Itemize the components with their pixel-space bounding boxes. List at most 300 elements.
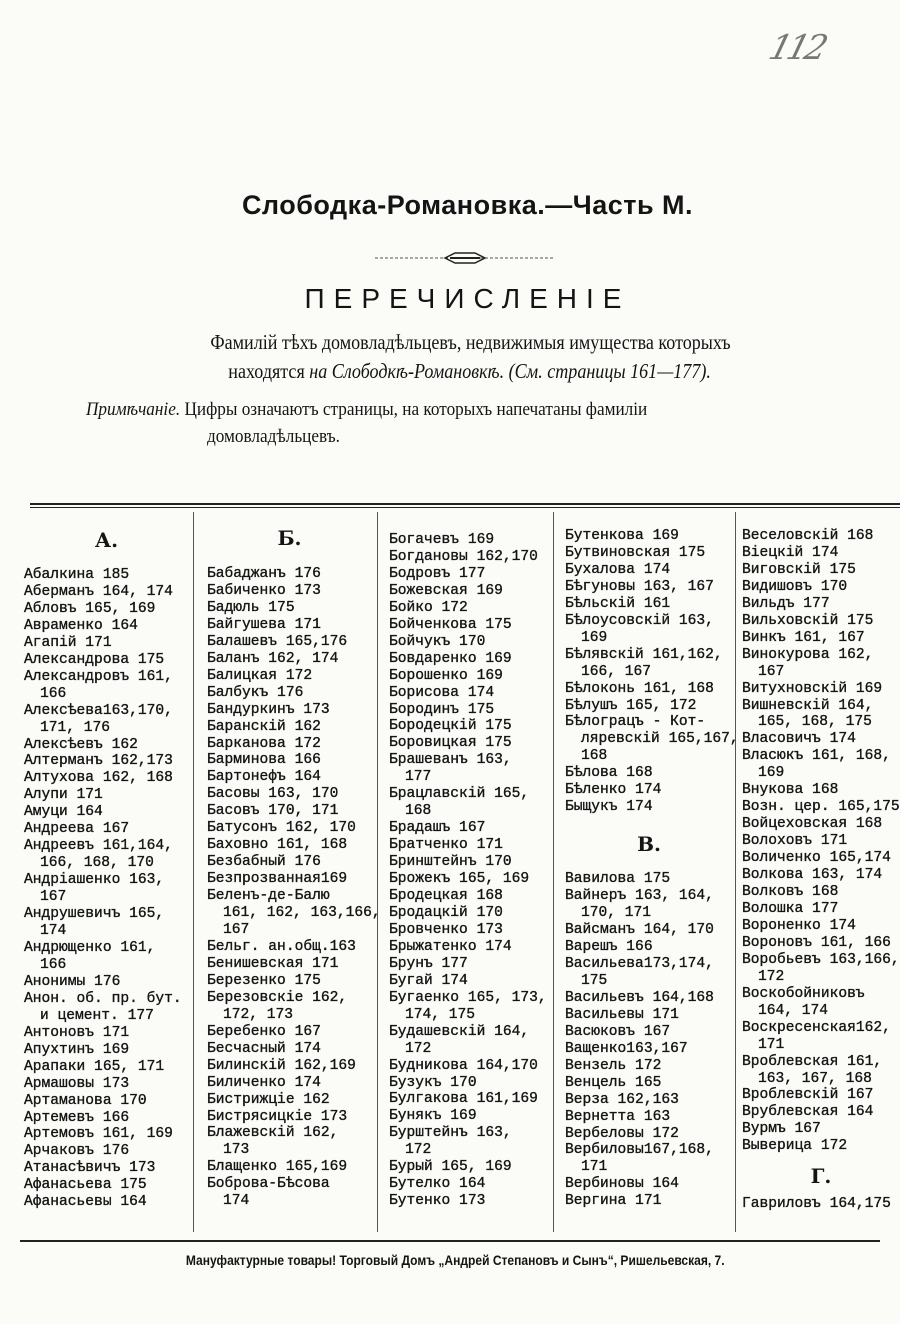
- entry-name-pages: Бовдаренко 169: [389, 650, 512, 667]
- entry-name-pages: Будашевскій 164,: [389, 1023, 530, 1040]
- entry-name-pages: Віецкій 174: [742, 544, 839, 561]
- index-entry: [742, 630, 900, 647]
- entry-name-pages: Бойчукъ 170: [389, 633, 486, 650]
- entry-name-pages: Богачевъ 169: [389, 532, 495, 548]
- advertisement-footer: [0, 1252, 900, 1268]
- index-entry: [24, 770, 189, 787]
- entry-name-pages: Веселовскій 168: [742, 528, 874, 544]
- index-entry: [742, 799, 900, 816]
- index-entry: [742, 562, 900, 579]
- column-divider: [193, 512, 194, 1232]
- entry-name-pages: Брожекъ 165, 169: [389, 871, 530, 888]
- entry-name-pages: Блажевскій 162,: [207, 1125, 339, 1142]
- index-entry: [565, 1024, 733, 1041]
- index-entry: [24, 872, 189, 906]
- index-entry: [742, 647, 900, 681]
- entry-name-pages: Беленъ-де-Балю: [207, 888, 330, 905]
- entry-name-pages: Бузукъ 170: [389, 1074, 477, 1091]
- index-entry: [207, 871, 372, 888]
- index-entry: [24, 1093, 189, 1110]
- index-entry: [565, 956, 733, 990]
- entry-name-pages: Вороненко 174: [742, 917, 856, 934]
- entry-name-pages: Березенко 175: [207, 972, 321, 989]
- index-entry: [389, 651, 549, 668]
- entry-name-pages: Вороновъ 161, 166: [742, 934, 891, 951]
- entry-name-pages: Вроблевская 161,: [742, 1053, 883, 1070]
- entry-continuation: 174: [40, 923, 67, 940]
- index-entry: [389, 1176, 549, 1193]
- index-entry: [742, 935, 900, 952]
- index-entry: [742, 1054, 900, 1088]
- index-entry: [24, 1126, 189, 1143]
- entry-name-pages: Александровъ 161,: [24, 668, 173, 685]
- entry-continuation: 171, 176: [40, 719, 111, 736]
- column-divider: [735, 512, 736, 1232]
- entry-name-pages: Братченко 171: [389, 837, 503, 854]
- entry-name-pages: Алексѣевъ 162: [24, 736, 138, 753]
- index-entry: [207, 719, 372, 736]
- entry-name-pages: Анонимы 176: [24, 973, 121, 990]
- entry-name-pages: Борошенко 169: [389, 667, 503, 684]
- index-entry: [742, 731, 900, 748]
- index-entry: [24, 787, 189, 804]
- entry-name-pages: Бесчасный 174: [207, 1040, 321, 1057]
- entry-name-pages: Бѣлоусовскій 163,: [565, 612, 714, 629]
- note-label: Примѣчаніе.: [86, 400, 181, 420]
- index-entry: [24, 1076, 189, 1093]
- entry-name-pages: Бѣлова 168: [565, 765, 653, 782]
- letter-heading: А.: [94, 528, 119, 552]
- entry-continuation: 166, 168, 170: [40, 855, 154, 872]
- entry-name-pages: Бухалова 174: [565, 561, 671, 578]
- entry-name-pages: Артемевъ 166: [24, 1109, 130, 1126]
- index-entry: [565, 922, 733, 939]
- index-entry: [742, 579, 900, 596]
- entry-name-pages: Воличенко 165,174: [742, 850, 891, 867]
- entry-name-pages: Вербиловы167,168,: [565, 1142, 714, 1159]
- entry-name-pages: Афанасьевы 164: [24, 1194, 147, 1211]
- entry-name-pages: Бѣльскій 161: [565, 595, 671, 612]
- footer-text: Мануфактурные товары! Торговый Домъ „Андрей Степановъ и Сынъ“, Ришельевская, 7.: [185, 1252, 725, 1268]
- entry-name-pages: Басовъ 170, 171: [207, 803, 339, 820]
- note-line-2: домовладѣльцевъ.: [207, 427, 340, 447]
- entry-continuation: 171: [758, 1036, 785, 1053]
- entry-name-pages: Артаманова 170: [24, 1092, 147, 1109]
- entry-name-pages: Витухновскій 169: [742, 680, 883, 697]
- entry-name-pages: Вайсманъ 164, 170: [565, 922, 714, 939]
- entry-name-pages: Барканова 172: [207, 735, 321, 752]
- index-entry: [742, 698, 900, 732]
- index-entry: [565, 681, 733, 698]
- entry-name-pages: Бородецкій 175: [389, 718, 512, 735]
- index-entry: [389, 939, 549, 956]
- index-entry: [207, 990, 372, 1024]
- entry-continuation: 177: [405, 769, 432, 786]
- index-entry: [742, 918, 900, 935]
- subtitle-line-2: [0, 359, 900, 384]
- entry-name-pages: Анон. об. пр. бут.: [24, 990, 182, 1007]
- index-entry: [565, 1007, 733, 1024]
- index-entry: [389, 532, 549, 549]
- entry-name-pages: Арчаковъ 176: [24, 1143, 130, 1160]
- entry-name-pages: Винокурова 162,: [742, 646, 874, 663]
- index-entry: [742, 1020, 900, 1054]
- entry-continuation: 170, 171: [581, 905, 652, 922]
- index-entry: [389, 1108, 549, 1125]
- index-entry: [389, 888, 549, 905]
- entry-name-pages: Блащенко 165,169: [207, 1159, 348, 1176]
- index-entry: [389, 871, 549, 888]
- entry-name-pages: Авраменко 164: [24, 617, 138, 634]
- index-entry: [207, 752, 372, 769]
- index-entry: [389, 786, 549, 820]
- entry-name-pages: Бродецкая 168: [389, 888, 503, 905]
- index-entry: [389, 1024, 549, 1058]
- index-entry: [742, 681, 900, 698]
- index-entry: [389, 718, 549, 735]
- index-entry: [565, 647, 733, 681]
- index-entry: [24, 821, 189, 838]
- index-entry: [207, 1075, 372, 1092]
- entry-name-pages: Брашеванъ 163,: [389, 752, 512, 769]
- index-entry: [389, 735, 549, 752]
- entry-name-pages: Бѣлоконь 161, 168: [565, 680, 714, 697]
- index-entry: [389, 1193, 549, 1210]
- subtitle-italic: на Слободкѣ-Романовкѣ. (См. страницы 161—177).: [309, 359, 712, 383]
- index-entry: [24, 1177, 189, 1194]
- entry-name-pages: Бистрясицкіе 173: [207, 1108, 348, 1125]
- subtitle-text: Фамилій тѣхъ домовладѣльцевъ, недвижимыя имущества которыхъ: [209, 330, 731, 354]
- entry-name-pages: Волоховъ 171: [742, 833, 848, 850]
- entry-name-pages: Боровицкая 175: [389, 735, 512, 752]
- index-entry: [389, 668, 549, 685]
- entry-name-pages: Вергина 171: [565, 1193, 662, 1210]
- letter-heading: Б.: [277, 526, 302, 550]
- index-entry: [742, 1104, 900, 1121]
- entry-name-pages: Васильева173,174,: [565, 955, 714, 972]
- note-line-1: [86, 400, 647, 421]
- index-entry: [207, 583, 372, 600]
- index-entry: [565, 1176, 733, 1193]
- index-entry: [24, 1059, 189, 1076]
- index-entry: [565, 1075, 733, 1092]
- entry-continuation: 173: [223, 1142, 250, 1159]
- column-divider: [553, 512, 554, 1232]
- subtitle-line-1: [0, 330, 900, 355]
- entry-name-pages: Бѣлявскій 161,162,: [565, 646, 723, 663]
- index-entry: [24, 804, 189, 821]
- index-entry: [742, 833, 900, 850]
- entry-continuation: 167: [223, 922, 250, 939]
- index-entry: [24, 737, 189, 754]
- index-entry: [389, 600, 549, 617]
- index-entry: [565, 782, 733, 799]
- index-entry: [24, 635, 189, 652]
- entry-name-pages: Бартонефъ 164: [207, 769, 321, 786]
- index-entry: [742, 748, 900, 782]
- bottom-rule: [20, 1240, 880, 1242]
- entry-name-pages: Волошка 177: [742, 900, 839, 917]
- entry-name-pages: Вишневскій 164,: [742, 697, 874, 714]
- entry-continuation: 161, 162, 163,166,: [223, 905, 381, 922]
- entry-continuation: 169: [581, 629, 608, 646]
- index-entry: [207, 600, 372, 617]
- entry-continuation: 166: [40, 956, 67, 973]
- index-entry: [24, 940, 189, 974]
- entry-name-pages: Алтерманъ 162,173: [24, 753, 173, 770]
- entry-name-pages: Выверица 172: [742, 1138, 848, 1155]
- index-entry: [742, 545, 900, 562]
- index-entry: [742, 1196, 900, 1213]
- top-rule: [30, 503, 900, 505]
- index-entry: [565, 579, 733, 596]
- entry-name-pages: Волковъ 168: [742, 884, 839, 901]
- entry-name-pages: Антоновъ 171: [24, 1024, 130, 1041]
- index-entry: [389, 1075, 549, 1092]
- entry-name-pages: Арапаки 165, 171: [24, 1058, 165, 1075]
- entry-name-pages: Бутенкова 169: [565, 528, 679, 544]
- index-entry: [742, 867, 900, 884]
- index-entry: [565, 596, 733, 613]
- index-entry: [742, 901, 900, 918]
- entry-name-pages: Баланъ 162, 174: [207, 650, 339, 667]
- entry-name-pages: Вензель 172: [565, 1057, 662, 1074]
- entry-name-pages: Алтухова 162, 168: [24, 770, 173, 787]
- entry-name-pages: Вернетта 163: [565, 1108, 671, 1125]
- index-entry: [389, 1125, 549, 1159]
- entry-name-pages: Бадюль 175: [207, 599, 295, 616]
- index-entry: [565, 888, 733, 922]
- note-text: Цифры означаютъ страницы, на которыхъ напечатаны фамиліи: [180, 400, 648, 420]
- entry-name-pages: Армашовы 173: [24, 1075, 130, 1092]
- index-entry: [24, 991, 189, 1025]
- index-entry: [565, 1109, 733, 1126]
- entry-name-pages: Бельг. ан.общ.163: [207, 938, 356, 955]
- index-entry: [742, 850, 900, 867]
- index-entry: [565, 939, 733, 956]
- index-column: [742, 528, 900, 1213]
- entry-name-pages: Брацлавскій 165,: [389, 786, 530, 803]
- index-entry: [207, 973, 372, 990]
- index-entry: [565, 799, 733, 816]
- section-heading: ПЕРЕЧИСЛЕНІЕ: [304, 283, 631, 314]
- entry-name-pages: Березовскіе 162,: [207, 989, 348, 1006]
- entry-name-pages: Бугаенко 165, 173,: [389, 989, 547, 1006]
- entry-name-pages: Бунякъ 169: [389, 1108, 477, 1125]
- entry-name-pages: Вильховскій 175: [742, 612, 874, 629]
- index-entry: [24, 753, 189, 770]
- index-entry: [207, 803, 372, 820]
- entry-name-pages: Бистрижціе 162: [207, 1091, 330, 1108]
- entry-name-pages: Безбабный 176: [207, 854, 321, 871]
- entry-name-pages: Агапій 171: [24, 634, 112, 651]
- entry-name-pages: Гавриловъ 164,175: [742, 1196, 891, 1213]
- entry-continuation: 165, 168, 175: [758, 714, 872, 731]
- entry-continuation: 166: [40, 685, 67, 702]
- entry-name-pages: Амуци 164: [24, 804, 103, 821]
- entry-name-pages: Андреевъ 161,164,: [24, 838, 173, 855]
- entry-name-pages: Баховно 161, 168: [207, 837, 348, 854]
- handwritten-page-number: 112: [764, 28, 829, 68]
- entry-name-pages: Виговскій 175: [742, 561, 856, 578]
- entry-continuation: 175: [581, 972, 608, 989]
- entry-name-pages: Быщукъ 174: [565, 799, 653, 816]
- entry-name-pages: Андрушевичъ 165,: [24, 906, 165, 923]
- index-entry: [389, 854, 549, 871]
- entry-continuation: 169: [758, 765, 785, 782]
- index-entry: [565, 990, 733, 1007]
- index-entry: [24, 838, 189, 872]
- entry-name-pages: Барминова 166: [207, 752, 321, 769]
- index-entry: [207, 1024, 372, 1041]
- entry-name-pages: Бенишевская 171: [207, 955, 339, 972]
- index-entry: [389, 702, 549, 719]
- index-entry: [389, 973, 549, 990]
- entry-name-pages: Васильевъ 164,168: [565, 989, 714, 1006]
- entry-name-pages: Беребенко 167: [207, 1023, 321, 1040]
- entry-continuation: 172: [405, 1040, 432, 1057]
- index-entry: [389, 820, 549, 837]
- entry-name-pages: Апухтинъ 169: [24, 1041, 130, 1058]
- entry-name-pages: Бородинъ 175: [389, 701, 495, 718]
- entry-name-pages: Бѣгуновы 163, 167: [565, 578, 714, 595]
- letter-heading: В.: [637, 832, 661, 857]
- entry-name-pages: Бутенко 173: [389, 1193, 486, 1210]
- letter-heading: Г.: [810, 1164, 832, 1189]
- entry-name-pages: Воробьевъ 163,166,: [742, 951, 900, 968]
- entry-name-pages: Бродацкій 170: [389, 904, 503, 921]
- entry-name-pages: Возн. цер. 165,175: [742, 799, 900, 816]
- index-entry: [207, 685, 372, 702]
- entry-name-pages: Вроблевскій 167: [742, 1087, 874, 1104]
- entry-continuation: 167: [40, 889, 67, 906]
- index-entry: [24, 1194, 189, 1211]
- entry-name-pages: Власюкъ 161, 168,: [742, 748, 891, 765]
- entry-name-pages: Внукова 168: [742, 782, 839, 799]
- index-column: [207, 526, 381, 1210]
- index-entry: [207, 634, 372, 651]
- entry-continuation: 174: [223, 1193, 250, 1210]
- entry-name-pages: Венцель 165: [565, 1074, 662, 1091]
- index-entry: [742, 1121, 900, 1138]
- entry-continuation: 168: [581, 748, 608, 765]
- index-entry: [24, 669, 189, 703]
- entry-name-pages: Андріашенко 163,: [24, 872, 165, 889]
- entry-name-pages: Атанасѣвичъ 173: [24, 1160, 156, 1177]
- entry-name-pages: Винкъ 161, 167: [742, 629, 865, 646]
- subtitle-plain: находятся: [228, 359, 310, 383]
- entry-name-pages: Булгакова 161,169: [389, 1091, 538, 1108]
- entry-name-pages: Вербеловы 172: [565, 1125, 679, 1142]
- entry-name-pages: Власовичъ 174: [742, 731, 856, 748]
- index-entry: [207, 820, 372, 837]
- entry-continuation: и цемент. 177: [40, 1007, 154, 1024]
- entry-name-pages: Билинскій 162,169: [207, 1057, 356, 1074]
- column-divider: [377, 512, 378, 1232]
- entry-name-pages: Божевская 169: [389, 582, 503, 599]
- entry-name-pages: Андреева 167: [24, 821, 130, 838]
- entry-name-pages: Безпрозванная169: [207, 871, 348, 888]
- index-entry: [207, 668, 372, 685]
- index-entry: [24, 1042, 189, 1059]
- entry-name-pages: Бринштейнъ 170: [389, 854, 512, 871]
- entry-continuation: 174, 175: [405, 1006, 476, 1023]
- entry-name-pages: Бурый 165, 169: [389, 1159, 512, 1176]
- index-entry: [24, 601, 189, 618]
- entry-name-pages: Бѣленко 174: [565, 782, 662, 799]
- entry-continuation: 167: [758, 663, 785, 680]
- index-entry: [24, 1025, 189, 1042]
- index-entry: [24, 584, 189, 601]
- index-entry: [24, 618, 189, 635]
- index-entry: [207, 566, 372, 583]
- entry-name-pages: Бровченко 173: [389, 921, 503, 938]
- index-entry: [207, 1176, 372, 1210]
- index-entry: [24, 906, 189, 940]
- entry-name-pages: Афанасьева 175: [24, 1177, 147, 1194]
- entry-name-pages: Балицкая 172: [207, 667, 313, 684]
- entry-name-pages: Брадашъ 167: [389, 820, 486, 837]
- index-entry: [389, 634, 549, 651]
- entry-name-pages: Басовы 163, 170: [207, 786, 339, 803]
- entry-name-pages: Бойко 172: [389, 599, 468, 616]
- entry-name-pages: Байгушева 171: [207, 616, 321, 633]
- index-entry: [207, 1109, 372, 1126]
- index-entry: [207, 1058, 372, 1075]
- index-entry: [389, 1159, 549, 1176]
- entry-name-pages: Бандуркинъ 173: [207, 701, 330, 718]
- entry-name-pages: Воскресенская162,: [742, 1019, 891, 1036]
- entry-name-pages: Воскобойниковъ: [742, 985, 865, 1002]
- index-entry: [742, 986, 900, 1020]
- index-entry: [389, 685, 549, 702]
- entry-name-pages: Варешъ 166: [565, 939, 653, 956]
- index-entry: [389, 837, 549, 854]
- index-entry: [207, 769, 372, 786]
- page-title: Слободка-Романовка.—Часть М.: [241, 190, 694, 220]
- index-entry: [742, 884, 900, 901]
- entry-name-pages: Богдановы 162,170: [389, 548, 538, 565]
- entry-continuation: 168: [405, 803, 432, 820]
- entry-name-pages: Борисова 174: [389, 684, 495, 701]
- index-entry: [24, 567, 189, 584]
- index-entry: [389, 566, 549, 583]
- index-entry: [207, 837, 372, 854]
- index-column: [24, 530, 189, 1211]
- index-entry: [742, 1087, 900, 1104]
- index-entry: [565, 765, 733, 782]
- index-entry: [24, 652, 189, 669]
- index-entry: [565, 562, 733, 579]
- index-entry: [389, 990, 549, 1024]
- entry-name-pages: Вайнеръ 163, 164,: [565, 888, 714, 905]
- entry-name-pages: Абловъ 165, 169: [24, 600, 156, 617]
- index-entry: [389, 583, 549, 600]
- index-entry: [389, 549, 549, 566]
- entry-name-pages: Верза 162,163: [565, 1091, 679, 1108]
- index-entry: [389, 922, 549, 939]
- entry-name-pages: Боброва-Бѣсова: [207, 1176, 330, 1193]
- entry-name-pages: Бутелко 164: [389, 1176, 486, 1193]
- index-entry: [565, 871, 733, 888]
- index-entry: [565, 1092, 733, 1109]
- index-entry: [389, 1091, 549, 1108]
- entry-name-pages: Абалкина 185: [24, 567, 130, 583]
- index-entry: [207, 786, 372, 803]
- entry-name-pages: Бабиченко 173: [207, 582, 321, 599]
- index-entry: [742, 816, 900, 833]
- top-rule-thin: [30, 507, 900, 508]
